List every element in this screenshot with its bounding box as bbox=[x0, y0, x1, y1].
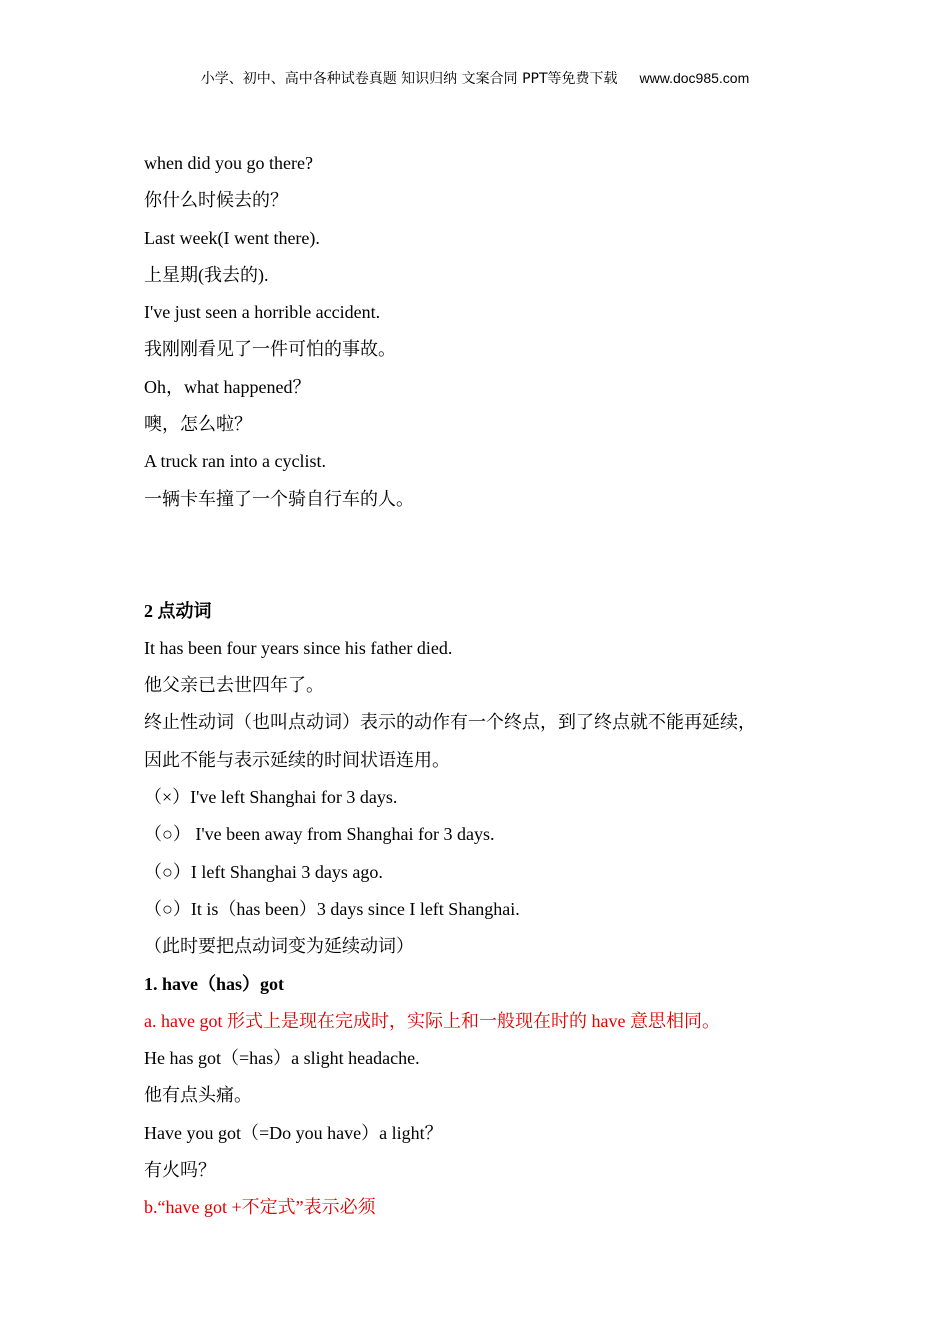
text-line: 有火吗？ bbox=[144, 1160, 216, 1181]
text-line: I've just seen a horrible accident. bbox=[144, 302, 381, 323]
text-line: A truck ran into a cyclist. bbox=[144, 451, 326, 472]
text-line: It has been four years since his father died. bbox=[144, 637, 453, 658]
rule-point-a: a. have got 形式上是现在完成时，实际上和一般现在时的 have 意思相同。 bbox=[144, 1010, 720, 1031]
text-line: 我刚刚看见了一件可怕的事故。 bbox=[144, 339, 396, 360]
text-line: 噢，怎么啦？ bbox=[144, 414, 252, 435]
text-line: He has got（=has）a slight headache. bbox=[144, 1048, 420, 1069]
text-line: Oh，what happened？ bbox=[144, 376, 311, 397]
dialogue-section bbox=[144, 145, 824, 518]
text-line: 你什么时候去的？ bbox=[144, 190, 288, 211]
text-line: 一辆卡车撞了一个骑自行车的人。 bbox=[144, 488, 414, 509]
example-correct: （○）It is（has been）3 days since I left Shanghai. bbox=[144, 898, 520, 919]
header-text: 小学、初中、高中各种试卷真题 知识归纳 文案合同 PPT等免费下载 bbox=[200, 71, 618, 87]
text-line: 终止性动词（也叫点动词）表示的动作有一个终点，到了终点就不能再延续， bbox=[144, 712, 756, 733]
text-line: when did you go there? bbox=[144, 153, 313, 173]
text-line: Last week(I went there). bbox=[144, 227, 320, 248]
example-correct: （○）I left Shanghai 3 days ago. bbox=[144, 861, 383, 882]
text-line: 上星期(我去的). bbox=[144, 264, 269, 285]
example-wrong: （×）I've left Shanghai for 3 days. bbox=[144, 787, 398, 808]
example-correct: （○） I've been away from Shanghai for 3 days. bbox=[144, 824, 495, 845]
rule-point-b: b.“have got +不定式”表示必须 bbox=[144, 1197, 376, 1218]
header-site: www.doc985.com bbox=[639, 70, 750, 86]
point-verb-section bbox=[144, 593, 824, 966]
section-gap bbox=[144, 518, 824, 593]
section-heading: 2 点动词 bbox=[144, 600, 212, 621]
text-line: 因此不能与表示延续的时间状语连用。 bbox=[144, 749, 450, 770]
document-body bbox=[144, 145, 824, 1227]
text-line: （此时要把点动词变为延续动词） bbox=[144, 936, 414, 957]
page-header bbox=[0, 68, 950, 88]
text-line: 他有点头痛。 bbox=[144, 1085, 252, 1106]
text-line: Have you got（=Do you have）a light？ bbox=[144, 1122, 443, 1143]
section-heading: 1. have（has）got bbox=[144, 973, 285, 994]
have-got-section bbox=[144, 966, 824, 1227]
text-line: 他父亲已去世四年了。 bbox=[144, 675, 324, 696]
